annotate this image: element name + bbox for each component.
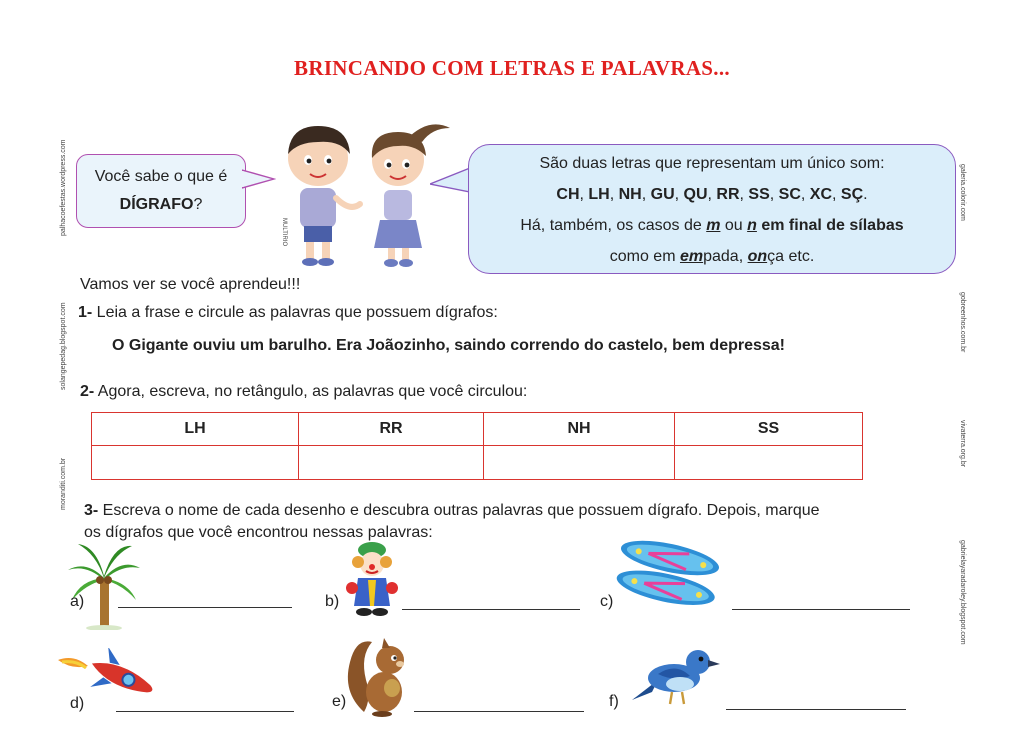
item-a-label: a) bbox=[70, 593, 85, 610]
item-f-answer-line[interactable] bbox=[726, 709, 906, 710]
intro-text: Vamos ver se você aprendeu!!! bbox=[80, 276, 301, 293]
page-title: BRINCANDO COM LETRAS E PALAVRAS... bbox=[294, 56, 730, 80]
item-e-label: e) bbox=[332, 693, 347, 710]
bubble-right-line1: São duas letras que representam um único som: bbox=[539, 155, 885, 172]
digraph-table bbox=[91, 412, 863, 480]
bird-icon bbox=[628, 640, 720, 710]
question-3-line2: os dígrafos que você encontrou nessas palavras: bbox=[84, 524, 433, 541]
bubble-left-bold: DÍGRAFO bbox=[119, 196, 194, 213]
question-1-sentence: O Gigante ouviu um barulho. Era Joãozinho, saindo correndo do castelo, bem depressa! bbox=[112, 337, 786, 354]
watermark-left-3: moranditi.com.br bbox=[60, 457, 67, 510]
question-1: 1- Leia a frase e circule as palavras que possuem dígrafos: bbox=[78, 304, 498, 321]
item-b-label: b) bbox=[325, 593, 340, 610]
speech-bubble-right bbox=[468, 144, 956, 274]
bubble-right-line3: Há, também, os casos de m ou n em final de sílabas bbox=[520, 217, 904, 234]
table-header-rr: RR bbox=[299, 413, 484, 446]
table-header-lh: LH bbox=[92, 413, 299, 446]
flip-flops-icon bbox=[614, 540, 722, 614]
item-a-answer-line[interactable] bbox=[118, 607, 292, 608]
watermark-left-2: solangepedag.blogspot.com bbox=[60, 302, 67, 390]
answer-cell-ss[interactable] bbox=[675, 446, 863, 480]
item-d-answer-line[interactable] bbox=[116, 711, 294, 712]
digraph-list: CH, LH, NH, GU, QU, RR, SS, SC, XC, SÇ. bbox=[556, 186, 868, 203]
clown-icon bbox=[342, 540, 400, 620]
watermark-right-3: vivaterra.org.br bbox=[959, 420, 966, 468]
answer-cell-lh[interactable] bbox=[92, 446, 299, 480]
boy-figure bbox=[288, 126, 360, 266]
answer-cell-nh[interactable] bbox=[484, 446, 675, 480]
item-e-answer-line[interactable] bbox=[414, 711, 584, 712]
question-2: 2- Agora, escreva, no retângulo, as palavras que você circulou: bbox=[80, 383, 528, 400]
table-header-ss: SS bbox=[675, 413, 863, 446]
answer-cell-rr[interactable] bbox=[299, 446, 484, 480]
item-c-label: c) bbox=[600, 593, 614, 610]
squirrel-icon bbox=[342, 632, 412, 718]
item-f-label: f) bbox=[609, 693, 619, 710]
item-b-answer-line[interactable] bbox=[402, 609, 580, 610]
bubble-left-end: ? bbox=[193, 196, 203, 213]
watermark-right-4: gabrielayaradaroley.blogspot.com bbox=[959, 540, 966, 645]
watermark-right-2: gobreenhos.com.br bbox=[959, 292, 966, 353]
question-3: 3- Escreva o nome de cada desenho e descubra outras palavras que possuem dígrafo. Depois, marque bbox=[84, 502, 820, 519]
bubble-right-tail bbox=[430, 166, 472, 196]
palm-tree-icon bbox=[66, 540, 142, 630]
watermark-left-1: palhacoefestas.wordpress.com bbox=[60, 139, 67, 236]
watermark-right-1: galeria.colorir.com bbox=[959, 164, 966, 221]
bubble-right-line4: como em empada, onça etc. bbox=[609, 248, 815, 265]
table-header-nh: NH bbox=[484, 413, 675, 446]
bubble-left-line1: Você sabe o que é bbox=[94, 168, 228, 185]
item-c-answer-line[interactable] bbox=[732, 609, 910, 610]
kids-credit: MULTIRIO bbox=[281, 218, 287, 247]
item-d-label: d) bbox=[70, 695, 85, 712]
speech-bubble-left bbox=[76, 154, 246, 228]
